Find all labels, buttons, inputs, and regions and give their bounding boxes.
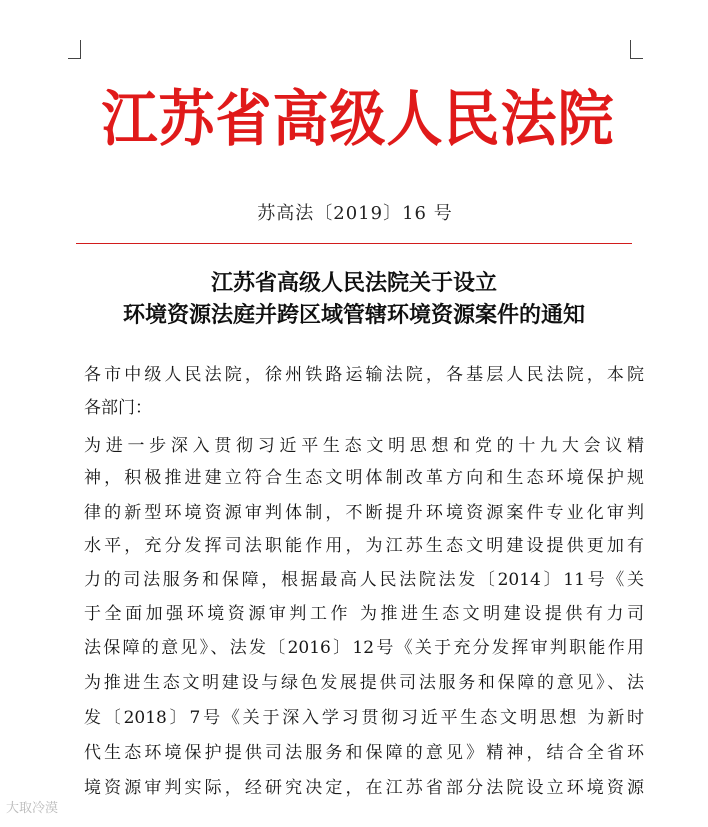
header-divider xyxy=(76,243,632,244)
body-line: 水平，充分发挥司法职能作用，为江苏生态文明建设提供更加有 xyxy=(84,536,644,556)
body-line: 为推进生态文明建设与绿色发展提供司法服务和保障的意见》、法 xyxy=(84,673,644,693)
body-line: 神，积极推进建立符合生态文明体制改革方向和生态环境保护规 xyxy=(84,468,644,488)
body-line: 代生态环境保护提供司法服务和保障的意见》精神，结合全省环 xyxy=(84,743,644,763)
addressee-line: 各市中级人民法院，徐州铁路运输法院，各基层人民法院，本院 xyxy=(84,365,644,385)
body-line: 力的司法服务和保障，根据最高人民法院法发〔2014〕11号《关 xyxy=(84,570,644,590)
body-line: 于全面加强环境资源审判工作 为推进生态文明建设提供有力司 xyxy=(84,604,644,624)
addressee-line: 各部门： xyxy=(84,398,152,418)
crop-mark-right xyxy=(630,40,643,59)
notice-title-line: 江苏省高级人民法院关于设立 xyxy=(210,271,497,296)
body-line: 为进一步深入贯彻习近平生态文明思想和党的十九大会议精 xyxy=(84,436,644,456)
court-header-title: 江苏省高级人民法院 xyxy=(101,83,615,155)
body-line: 发〔2018〕7号《关于深入学习贯彻习近平生态文明思想 为新时 xyxy=(84,708,644,728)
body-line: 法保障的意见》、法发〔2016〕12号《关于充分发挥审判职能作用 xyxy=(84,638,644,658)
body-line: 律的新型环境资源审判体制，不断提升环境资源案件专业化审判 xyxy=(84,503,644,523)
corner-watermark: 大取冷漠 xyxy=(6,801,59,816)
crop-mark-left xyxy=(68,40,81,59)
notice-title-line: 环境资源法庭并跨区域管辖环境资源案件的通知 xyxy=(122,303,585,328)
document-number: 苏高法〔2019〕16 号 xyxy=(257,203,453,224)
body-line: 境资源审判实际，经研究决定，在江苏省部分法院设立环境资源 xyxy=(84,778,644,798)
